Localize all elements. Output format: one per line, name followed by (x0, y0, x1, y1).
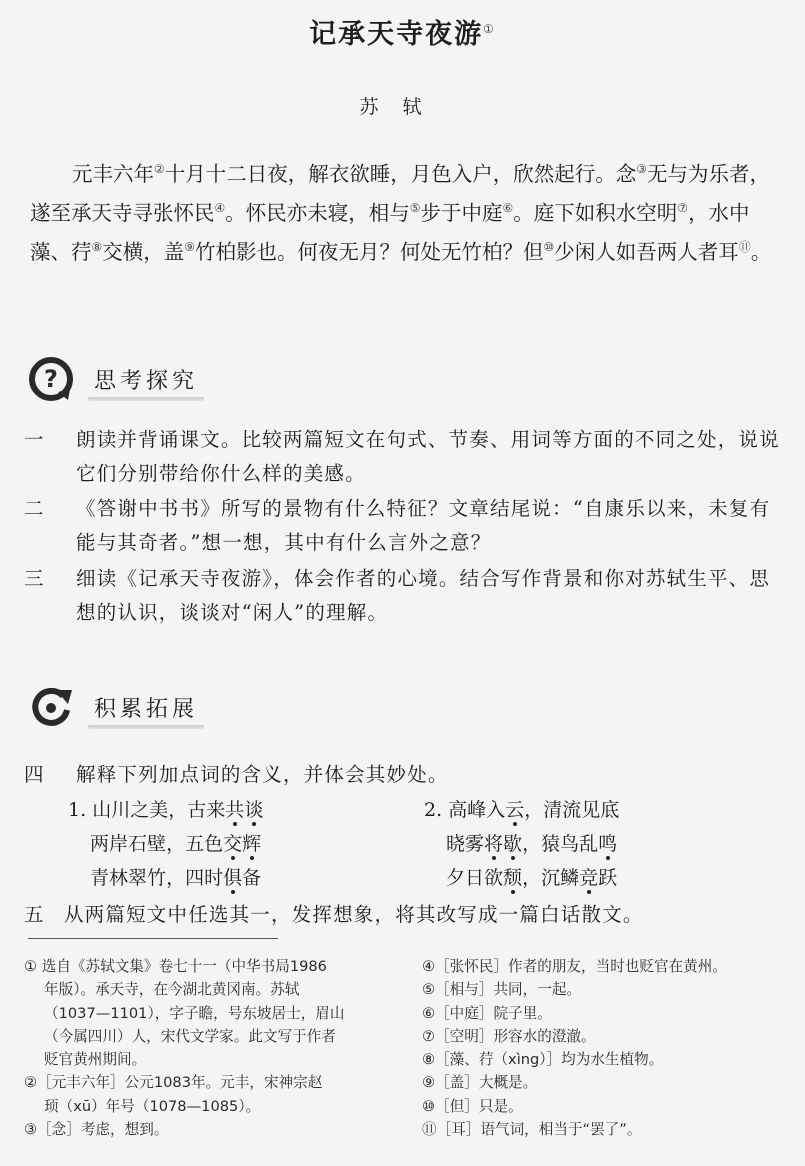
refresh-arrow-icon (28, 684, 74, 730)
question-number: 二 (24, 497, 44, 520)
exercise-phrase: 青林翠竹，四时俱备 (90, 867, 262, 889)
question-text: 细读《记承天寺夜游》，体会作者的心境。结合写作背景和你对苏轼生平、思想的认识，谈谈对“闲人”的理解。 (76, 567, 771, 624)
section-heading-accumulate (28, 682, 204, 732)
question-number: 三 (24, 567, 44, 590)
passage-segment: 交横，盖 (102, 239, 185, 264)
title-text: 记承天寺夜游 (309, 19, 484, 50)
section-heading-thinking (28, 354, 204, 404)
exercise-line: 1. 山川之美，古来共谈 (68, 799, 264, 821)
question-3 (24, 562, 784, 630)
question-text: 从两篇短文中任选其一，发挥想象，将其改写成一篇白话散文。 (64, 903, 644, 926)
passage-segment: 竹柏影也。何夜无月？何处无竹柏？但 (195, 239, 544, 264)
footnote-line: ⑩［但］只是。 (422, 1097, 523, 1115)
exercise-phrase: 山川之美，古来共谈 (92, 799, 264, 821)
footnote-line: ②［元丰六年］公元1083年。元丰，宋神宗赵 (24, 1074, 323, 1092)
passage-segment: 少闲人如吾两人者耳 (554, 239, 739, 264)
footnote-ref[interactable]: ⑥ (502, 200, 514, 215)
exercise-phrase: 高峰入云，清流见底 (448, 799, 620, 821)
footnote-line: ⑪［耳］语气词，相当于“罢了”。 (422, 1121, 642, 1139)
passage-segment: 无与为乐者，遂至承天寺寻张怀民 (30, 161, 771, 225)
footnote-line: （1037—1101），字子瞻，号东坡居士，眉山 (44, 1004, 345, 1022)
footnote-line: ⑨［盖］大概是。 (422, 1074, 538, 1092)
exercise-group-1 (68, 793, 263, 895)
exercise-phrase: 晓雾将歇，猿鸟乱鸣 (446, 833, 618, 855)
footnote-line: （今属四川）人，宋代文学家。此文写于作者 (44, 1027, 336, 1045)
footnote-line: ⑤［相与］共同，一起。 (422, 981, 582, 999)
question-number: 一 (24, 428, 44, 451)
exercise-group-2 (424, 793, 619, 895)
footnotes-right (422, 955, 792, 1141)
title-footnote-ref[interactable]: ① (483, 22, 496, 36)
exercise-line (424, 827, 619, 861)
footnote-line: 贬官黄州期间。 (44, 1051, 147, 1069)
exercise-line: 2. 高峰入云，清流见底 (424, 799, 620, 821)
footnote-ref[interactable]: ⑩ (543, 239, 555, 254)
footnote-ref[interactable]: ⑤ (409, 200, 421, 215)
footnote-line: ⑦［空明］形容水的澄澈。 (422, 1027, 596, 1045)
question-4 (24, 758, 784, 792)
author: 苏轼 (359, 96, 446, 118)
footnote-ref[interactable]: ⑨ (184, 239, 196, 254)
footnote-line: ④［张怀民］作者的朋友，当时也贬官在黄州。 (422, 958, 727, 975)
passage-segment: 。怀民亦未寝，相与 (225, 200, 410, 225)
question-1 (24, 423, 784, 491)
footnote-line: ① 选自《苏轼文集》卷七十一（中华书局1986 (24, 958, 327, 975)
passage-segment: ，水中藻、荇 (30, 200, 750, 264)
passage-segment: 十月十二日夜，解衣欲睡，月色入户，欣然起行。念 (164, 161, 637, 186)
section-title: 思考探究 (88, 364, 204, 395)
question-text: 《答谢中书书》所写的景物有什么特征？文章结尾说：“自康乐以来，未复有能与其奇者。”想一想，其中有什么言外之意？ (76, 497, 771, 554)
question-text: 解释下列加点词的含义，并体会其妙处。 (76, 763, 449, 786)
question-mark-icon (28, 356, 74, 402)
footnote-divider (28, 938, 278, 939)
passage-segment: 元丰六年 (72, 161, 154, 186)
footnotes-left (24, 955, 394, 1141)
passage-text (30, 152, 780, 268)
footnote-line: ⑧［藻、荇（xìng）］均为水生植物。 (422, 1051, 664, 1069)
exercise-phrase: 两岸石壁，五色交辉 (90, 833, 262, 855)
footnote-line: 顼（xū）年号（1078—1085）。 (44, 1097, 261, 1115)
exercise-line (68, 827, 263, 861)
question-2 (24, 492, 784, 560)
passage-segment: 。 (750, 239, 772, 264)
footnote-line: ③［念］考虑，想到。 (24, 1121, 169, 1139)
footnote-ref[interactable]: ⑦ (677, 200, 689, 215)
footnote-ref[interactable]: ③ (636, 162, 648, 176)
footnote-line: 年版）。承天寺，在今湖北黄冈南。苏轼 (44, 981, 300, 999)
footnote-ref[interactable]: ④ (214, 200, 226, 215)
section-title: 积累拓展 (88, 692, 204, 723)
footnote-ref[interactable]: ② (154, 162, 165, 176)
passage-segment: 。庭下如积水空明 (513, 200, 678, 225)
question-text: 朗读并背诵课文。比较两篇短文在句式、节奏、用词等方面的不同之处，说说它们分别带给你什么样的美感。 (76, 428, 780, 485)
exercise-line (68, 861, 263, 895)
question-5 (24, 898, 784, 932)
page-title (0, 12, 805, 51)
question-number: 五 (24, 903, 44, 926)
footnote-line: ⑥［中庭］院子里。 (422, 1004, 552, 1022)
exercise-phrase: 夕日欲颓，沉鳞竞跃 (446, 867, 618, 889)
svg-text:?: ? (44, 365, 58, 393)
exercise-line (424, 861, 619, 895)
passage-segment: 步于中庭 (420, 200, 503, 225)
footnote-ref[interactable]: ⑪ (738, 239, 751, 254)
question-number: 四 (24, 763, 44, 786)
footnote-ref[interactable]: ⑧ (91, 239, 103, 254)
